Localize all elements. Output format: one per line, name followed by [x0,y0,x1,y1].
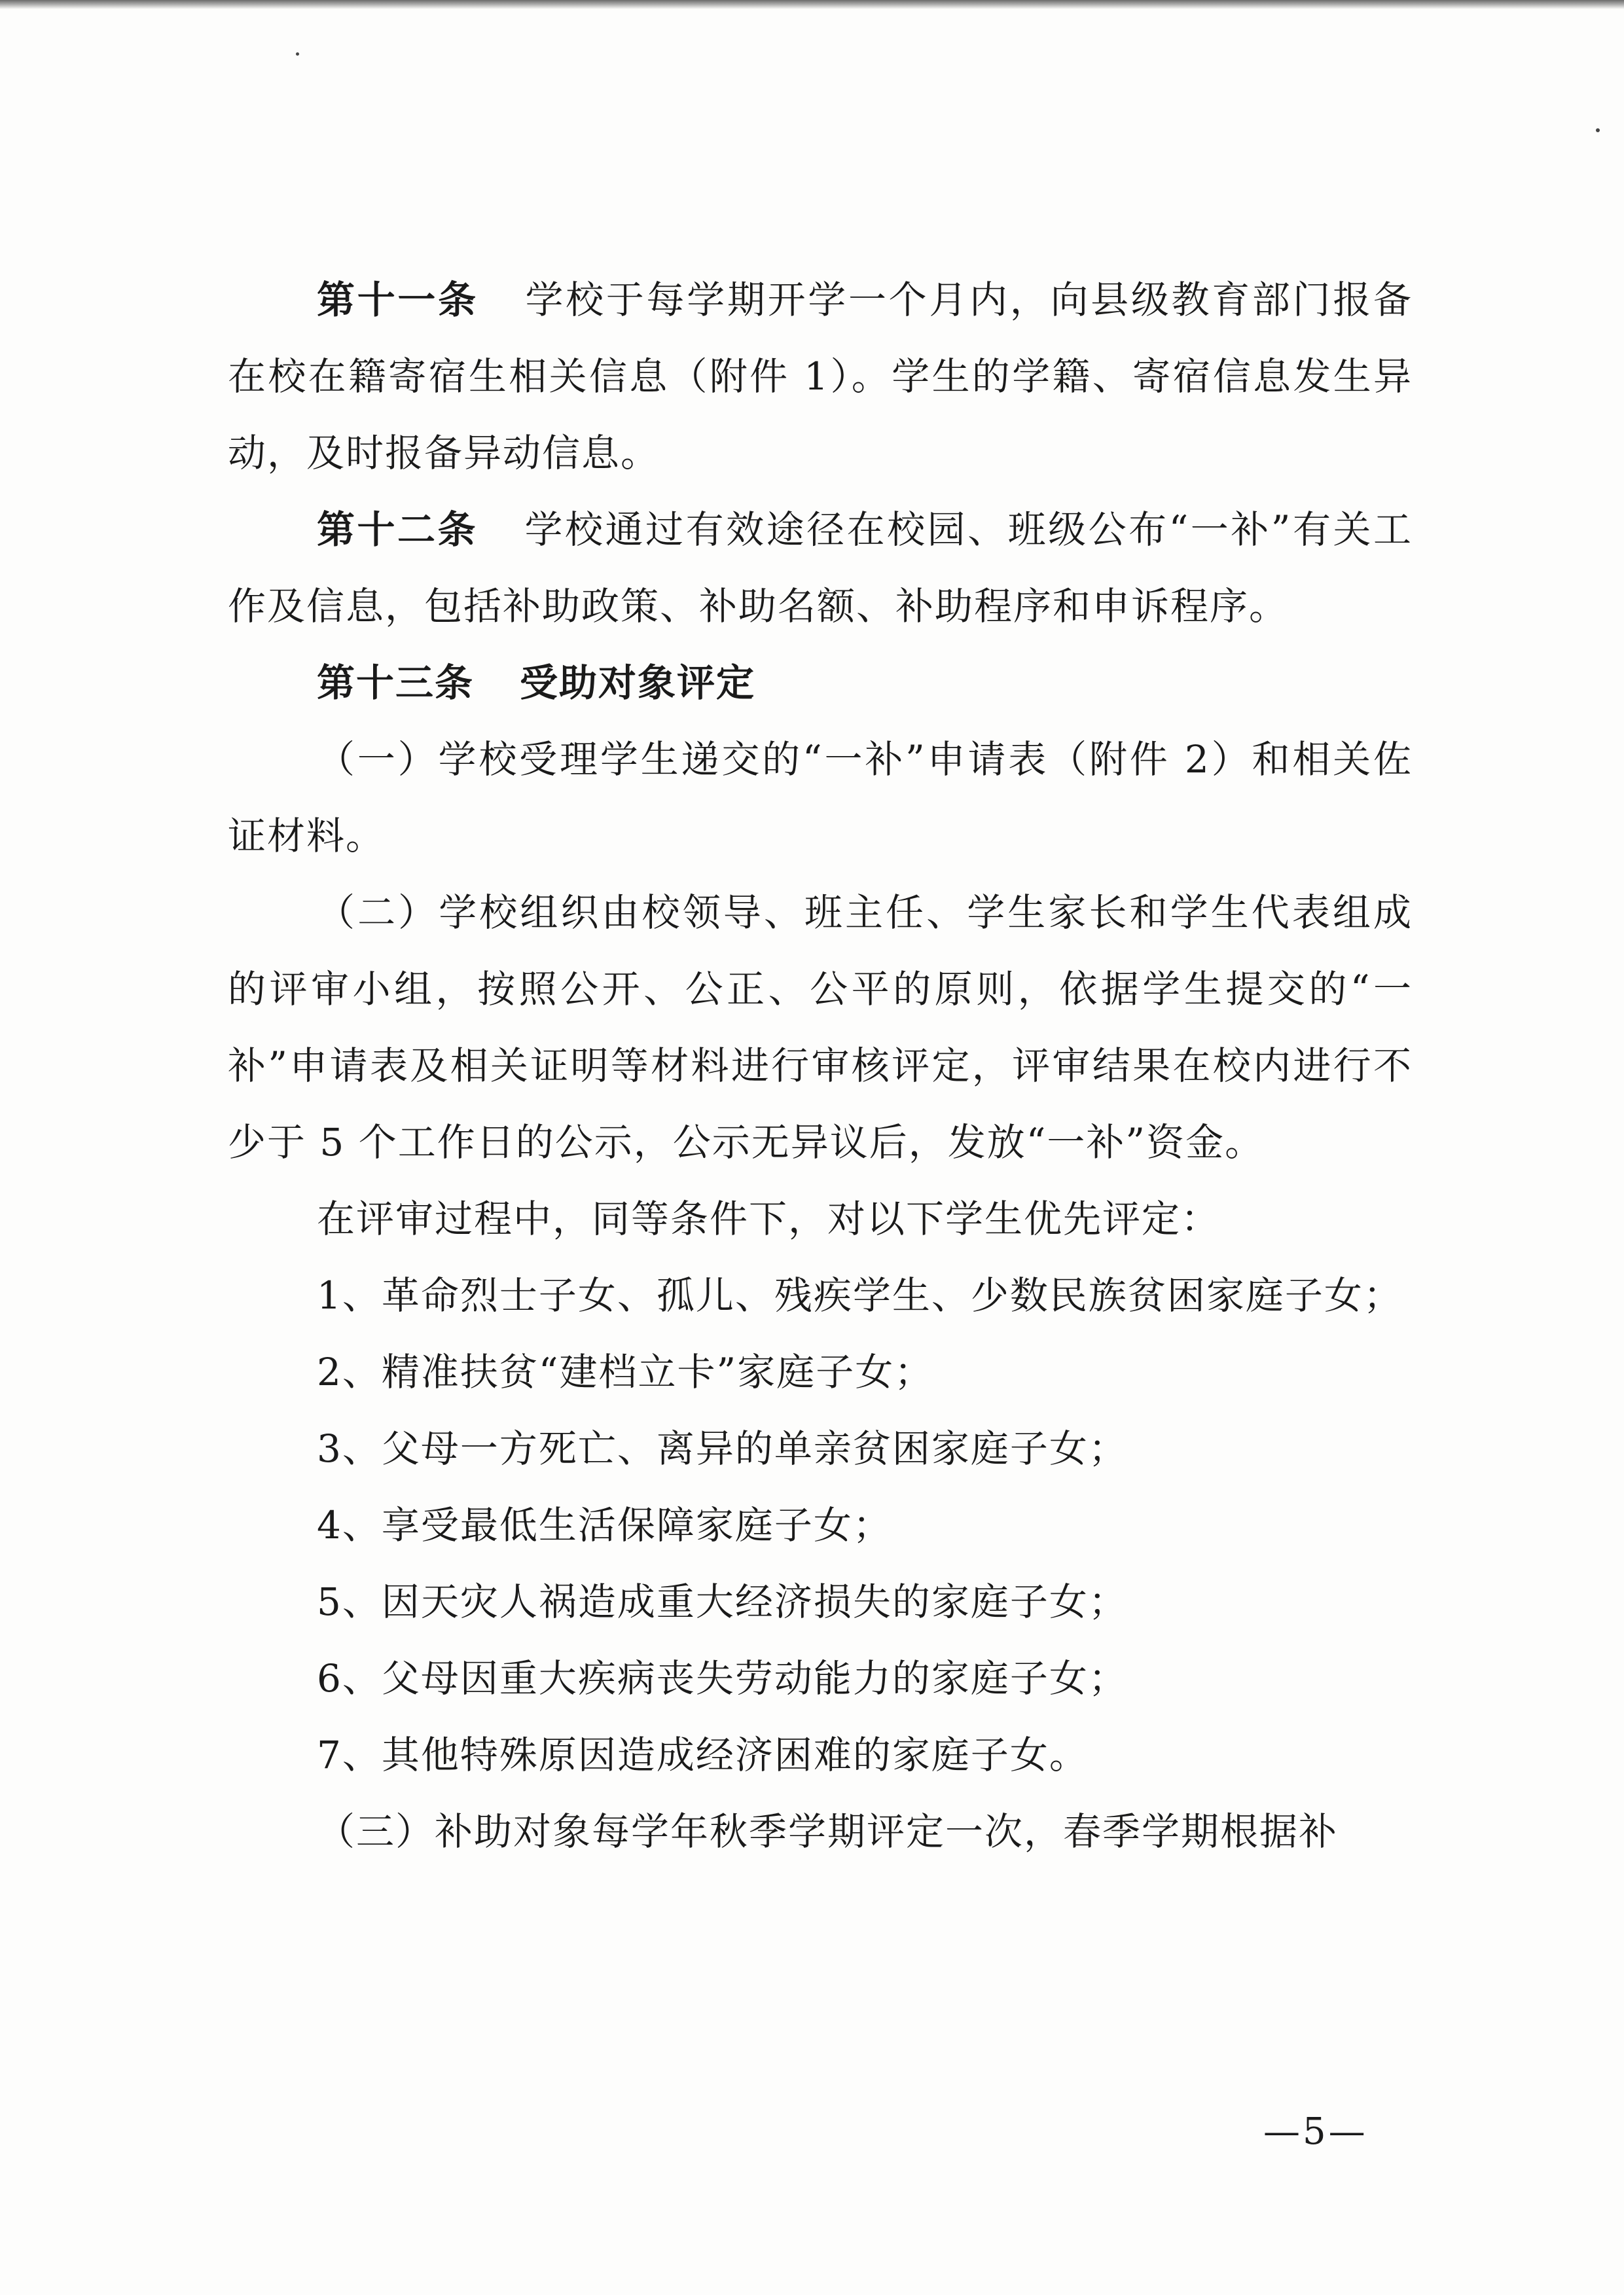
article-13-paragraph [228,645,1413,721]
priority-list-item: 7、其他特殊原因造成经济困难的家庭子女。 [317,1733,1089,1777]
priority-list-item: 6、父母因重大疾病丧失劳动能力的家庭子女； [317,1656,1128,1701]
article-13-item-1: （一）学校受理学生递交的“一补”申请表（附件 2）和相关佐证材料。 [228,737,1413,858]
document-body [228,262,1413,1870]
scan-top-edge [0,0,1624,9]
priority-list-item: 3、父母一方死亡、离异的单亲贫困家庭子女； [317,1426,1128,1471]
article-13-title: 受助对象评定 [520,660,756,705]
article-13-item-3: （三）补助对象每学年秋季学期评定一次，春季学期根据补 [317,1809,1339,1854]
article-11-heading: 第十一条 [317,278,478,322]
priority-list-item: 4、享受最低生活保障家庭子女； [317,1503,892,1547]
article-13-item-2: （二）学校组织由校领导、班主任、学生家长和学生代表组成的评审小组，按照公开、公正、公平的原则，依据学生提交的“一补”申请表及相关证明等材料进行审核评定，评审结果在校内进行不少于 5 个工作日的公示，公示无异议后，发放“一补”资金。 [228,890,1413,1165]
scan-speck [296,52,299,56]
article-11-text: 学校于每学期开学一个月内，向县级教育部门报备在校在籍寄宿生相关信息（附件 1）。学生的学籍、寄宿信息发生异动，及时报备异动信息。 [228,278,1413,475]
priority-list-item: 5、因天灾人祸造成重大经济损失的家庭子女； [317,1580,1128,1624]
article-12-heading: 第十二条 [317,507,478,552]
article-13-heading: 第十三条 [317,660,475,705]
article-12-paragraph [228,492,1413,645]
scan-speck [1596,128,1600,132]
page-number: —5— [1263,2110,1368,2153]
priority-list-item: 1、革命烈士子女、孤儿、残疾学生、少数民族贫困家庭子女； [317,1273,1403,1318]
priority-list-item: 2、精准扶贫“建档立卡”家庭子女； [317,1350,934,1394]
priority-intro: 在评审过程中，同等条件下，对以下学生优先评定： [317,1197,1221,1241]
article-12-text: 学校通过有效途径在校园、班级公布“一补”有关工作及信息，包括补助政策、补助名额、补助程序和申诉程序。 [228,507,1413,628]
article-11-paragraph [228,262,1413,492]
